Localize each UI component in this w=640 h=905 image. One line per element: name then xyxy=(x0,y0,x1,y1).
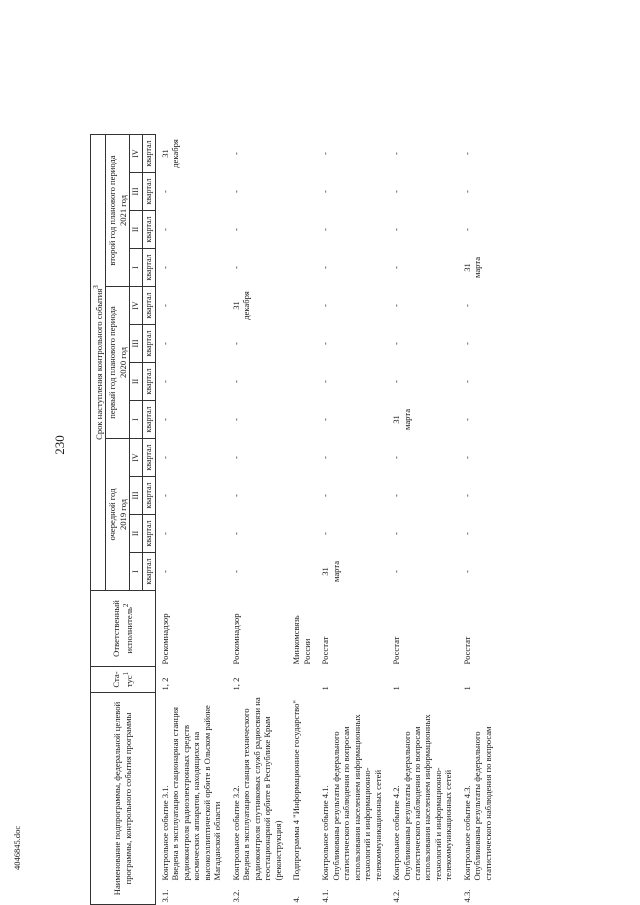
quarter-cell: - xyxy=(159,342,170,345)
quarter-cell: - xyxy=(320,494,331,497)
control-events-table xyxy=(90,134,497,905)
quarter-cell: - xyxy=(230,342,241,345)
row-responsible: Роскомнадзор xyxy=(159,613,170,665)
row-number: 3.1. xyxy=(159,889,170,903)
table-row xyxy=(387,135,458,905)
quarter-cell xyxy=(287,515,316,553)
quarter-label: квартал xyxy=(143,553,156,591)
quarter-cell: - xyxy=(391,342,402,345)
quarter-cell: - xyxy=(159,418,170,421)
quarter-label: квартал xyxy=(143,325,156,363)
quarter-cell: - xyxy=(461,418,472,421)
row-responsible: Росстат xyxy=(391,636,402,665)
quarter-cell: - xyxy=(391,228,402,231)
quarter-cell xyxy=(287,439,316,477)
row-responsible: Росстат xyxy=(461,636,472,665)
quarter-number: I xyxy=(130,249,143,287)
row-status: 1, 2 xyxy=(159,677,170,691)
quarter-cell: - xyxy=(230,152,241,155)
quarter-cell: - xyxy=(159,304,170,307)
quarter-cell: - xyxy=(320,342,331,345)
row-responsible: Минкомсвязь России xyxy=(291,615,312,665)
quarter-cell: - xyxy=(320,304,331,307)
quarter-cell xyxy=(287,325,316,363)
quarter-cell: - xyxy=(230,190,241,193)
row-status xyxy=(287,667,316,693)
quarter-label: квартал xyxy=(143,477,156,515)
header-term: Срок наступления контрольного события$^3$ xyxy=(91,135,106,591)
quarter-cell: - xyxy=(461,570,472,573)
quarter-number: III xyxy=(130,325,143,363)
quarter-number: II xyxy=(130,515,143,553)
row-name: Контрольное событие 3.2. Введена в эксплуатацию станция технического радиоконтроля спутниковых служб радиосвязи на геостационарной орбите в Республике Крым (реконструкция) xyxy=(230,697,283,881)
quarter-cell: - xyxy=(230,228,241,231)
quarter-number: III xyxy=(130,477,143,515)
quarter-cell: - xyxy=(159,532,170,535)
header-responsible: Ответственный исполнитель$^2$ xyxy=(91,591,156,667)
quarter-cell xyxy=(287,401,316,439)
row-number: 3.2. xyxy=(230,889,241,903)
row-name: Контрольное событие 4.2. Опубликованы результаты федерального статистического наблюдения по вопросам использования населением информационных технологий и информационно-телекоммуникационных сетей xyxy=(391,714,454,881)
row-number: 4.1. xyxy=(320,889,331,903)
quarter-cell: 31 марта xyxy=(320,560,341,583)
quarter-cell: - xyxy=(159,494,170,497)
quarter-cell: - xyxy=(230,570,241,573)
quarter-number: IV xyxy=(130,135,143,173)
quarter-cell: - xyxy=(320,418,331,421)
quarter-number: II xyxy=(130,211,143,249)
quarter-cell: - xyxy=(391,532,402,535)
row-status: 1 xyxy=(461,686,472,691)
row-number: 4. xyxy=(291,896,302,903)
quarter-cell: - xyxy=(320,532,331,535)
quarter-cell: - xyxy=(159,228,170,231)
quarter-cell: - xyxy=(230,418,241,421)
quarter-cell: - xyxy=(320,190,331,193)
quarter-cell xyxy=(287,553,316,591)
quarter-number: II xyxy=(130,363,143,401)
quarter-cell: - xyxy=(391,380,402,383)
quarter-cell: - xyxy=(230,380,241,383)
row-number: 4.2. xyxy=(391,889,402,903)
quarter-cell: - xyxy=(391,570,402,573)
row-status: 1 xyxy=(391,686,402,691)
row-status: 1 xyxy=(320,686,331,691)
quarter-cell xyxy=(287,173,316,211)
quarter-cell xyxy=(287,211,316,249)
quarter-cell xyxy=(287,477,316,515)
quarter-cell xyxy=(287,135,316,173)
row-number: 4.3. xyxy=(461,889,472,903)
quarter-cell: 31 декабря xyxy=(230,291,252,320)
quarter-label: квартал xyxy=(143,287,156,325)
quarter-cell: - xyxy=(461,304,472,307)
quarter-cell: - xyxy=(391,456,402,459)
quarter-cell: - xyxy=(320,152,331,155)
header-period-1: очередной год 2019 год xyxy=(106,439,130,591)
row-responsible: Росстат xyxy=(320,636,331,665)
quarter-cell: - xyxy=(159,456,170,459)
quarter-cell xyxy=(287,287,316,325)
quarter-cell: - xyxy=(159,570,170,573)
quarter-cell: - xyxy=(461,456,472,459)
quarter-cell: - xyxy=(391,190,402,193)
header-status: Ста-тус$^1$ xyxy=(91,667,156,693)
quarter-cell: - xyxy=(391,152,402,155)
quarter-cell: - xyxy=(461,532,472,535)
quarter-cell xyxy=(287,249,316,287)
quarter-cell: - xyxy=(230,532,241,535)
row-responsible: Роскомнадзор xyxy=(230,613,241,665)
quarter-number: I xyxy=(130,553,143,591)
table-row xyxy=(316,135,387,905)
quarter-cell: - xyxy=(461,190,472,193)
table-row xyxy=(458,135,497,905)
quarter-number: IV xyxy=(130,439,143,477)
quarter-cell: - xyxy=(320,228,331,231)
quarter-cell: - xyxy=(230,266,241,269)
quarter-cell: - xyxy=(230,494,241,497)
quarter-cell: - xyxy=(391,494,402,497)
quarter-cell: - xyxy=(461,494,472,497)
quarter-cell: 31 марта xyxy=(461,256,483,279)
quarter-label: квартал xyxy=(143,439,156,477)
table-row xyxy=(287,135,316,905)
quarter-label: квартал xyxy=(143,363,156,401)
quarter-cell: - xyxy=(461,380,472,383)
footer-filename: 4046845.doc xyxy=(12,825,22,870)
header-period-2: первый год планового периода 2020 год xyxy=(106,287,130,439)
quarter-number: IV xyxy=(130,287,143,325)
quarter-cell: 31 марта xyxy=(391,408,412,431)
row-name: Контрольное событие 4.1. Опубликованы результаты федерального статистического наблюдения по вопросам использования населением информационных технологий и информационно-телекоммуникационных сетей xyxy=(320,714,383,881)
row-name: Контрольное событие 3.1. Введена в эксплуатацию стационарная станция радиоконтроля радиоэлектронных средств космических аппаратов, находящихся на высокоэллиптической орбите в Ольском районе Магаданской области xyxy=(159,705,223,881)
table-row xyxy=(227,135,287,905)
quarter-cell: 31 декабря xyxy=(159,139,181,168)
header-name: Наименование подпрограммы, федеральной целевой программы, контрольного события программы xyxy=(91,693,156,905)
quarter-cell: - xyxy=(159,380,170,383)
quarter-cell: - xyxy=(159,190,170,193)
quarter-label: квартал xyxy=(143,249,156,287)
quarter-number: III xyxy=(130,173,143,211)
quarter-label: квартал xyxy=(143,173,156,211)
quarter-cell: - xyxy=(391,266,402,269)
quarter-cell: - xyxy=(320,266,331,269)
row-status: 1, 2 xyxy=(230,677,241,691)
quarter-cell xyxy=(287,363,316,401)
quarter-label: квартал xyxy=(143,135,156,173)
quarter-cell: - xyxy=(159,266,170,269)
quarter-cell: - xyxy=(461,342,472,345)
quarter-cell: - xyxy=(230,456,241,459)
header-period-3: второй год планового периода 2021 год xyxy=(106,135,130,287)
quarter-cell: - xyxy=(320,380,331,383)
landscape-sheet xyxy=(90,0,590,905)
quarter-cell: - xyxy=(320,456,331,459)
quarter-number: I xyxy=(130,401,143,439)
row-name: Контрольное событие 4.3. Опубликованы результаты федерального статистического наблюдения по вопросам xyxy=(461,726,493,881)
page-number: 230 xyxy=(52,435,67,455)
quarter-label: квартал xyxy=(143,211,156,249)
quarter-cell: - xyxy=(461,152,472,155)
quarter-cell: - xyxy=(461,228,472,231)
row-name: Подпрограмма 4 "Информационное государство" xyxy=(291,700,302,881)
quarter-cell: - xyxy=(391,304,402,307)
quarter-label: квартал xyxy=(143,401,156,439)
table-row xyxy=(155,135,226,905)
quarter-label: квартал xyxy=(143,515,156,553)
